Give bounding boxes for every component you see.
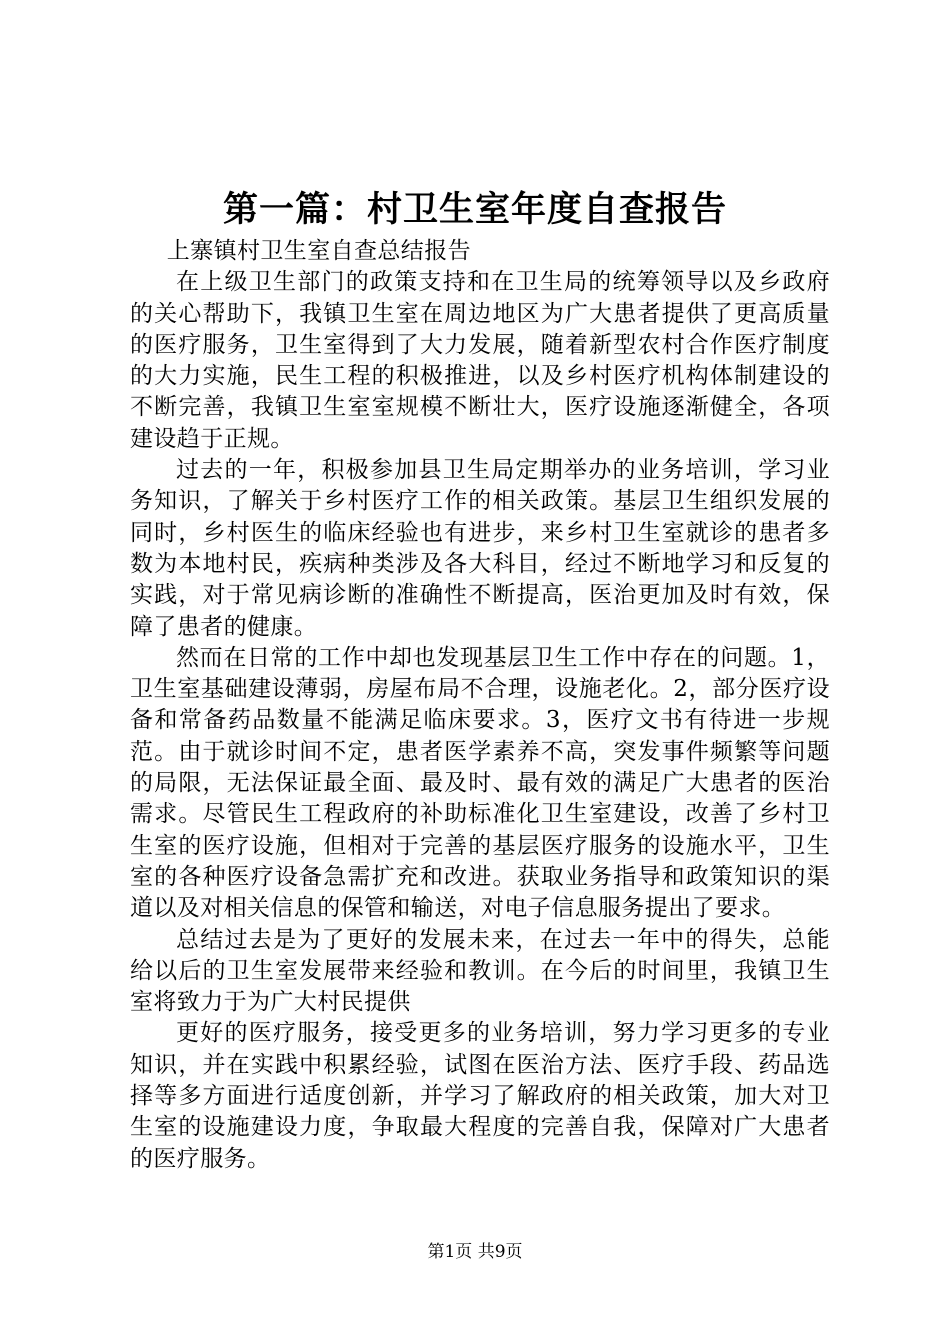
page-number-footer: 第1页 共9页 — [427, 1242, 523, 1262]
paragraph-5: 更好的医疗服务，接受更多的业务培训，努力学习更多的专业知识，并在实践中积累经验，试图在医治方法、医疗手段、药品选择等多方面进行适度创新，并学习了解政府的相关政策，加大对卫生室的设施建设力度，争取最大程度的完善自我，保障对广大患者的医疗服务。 — [130, 1020, 830, 1172]
document-title: 第一篇：村卫生室年度自查报告 — [222, 189, 727, 230]
document-subtitle: 上寨镇村卫生室自查总结报告 — [166, 238, 471, 264]
paragraph-1: 在上级卫生部门的政策支持和在卫生局的统筹领导以及乡政府的关心帮助下，我镇卫生室在周边地区为广大患者提供了更高质量的医疗服务，卫生室得到了大力发展，随着新型农村合作医疗制度的大力实施，民生工程的积极推进，以及乡村医疗机构体制建设的不断完善，我镇卫生室室规模不断壮大，医疗设施逐渐健全，各项建设趋于正规。 — [130, 269, 830, 452]
paragraph-3: 然而在日常的工作中却也发现基层卫生工作中存在的问题。1，卫生室基础建设薄弱，房屋布局不合理，设施老化。2，部分医疗设备和常备药品数量不能满足临床要求。3，医疗文书有待进一步规范。由于就诊时间不定，患者医学素养不高，突发事件频繁等问题的局限，无法保证最全面、最及时、最有效的满足广大患者的医治需求。尽管民生工程政府的补助标准化卫生室建设，改善了乡村卫生室的医疗设施，但相对于完善的基层医疗服务的设施水平，卫生室的各种医疗设备急需扩充和改进。获取业务指导和政策知识的渠道以及对相关信息的保管和输送，对电子信息服务提出了要求。 — [130, 644, 830, 922]
paragraph-2: 过去的一年，积极参加县卫生局定期举办的业务培训，学习业务知识，了解关于乡村医疗工作的相关政策。基层卫生组织发展的同时，乡村医生的临床经验也有进步，来乡村卫生室就诊的患者多数为本地村民，疾病种类涉及各大科目，经过不断地学习和反复的实践，对于常见病诊断的准确性不断提高，医治更加及时有效，保障了患者的健康。 — [130, 457, 830, 640]
document-body — [130, 236, 830, 1175]
paragraph-4: 总结过去是为了更好的发展未来，在过去一年中的得失，总能给以后的卫生室发展带来经验和教训。在今后的时间里，我镇卫生室将致力于为广大村民提供 — [130, 926, 830, 1016]
